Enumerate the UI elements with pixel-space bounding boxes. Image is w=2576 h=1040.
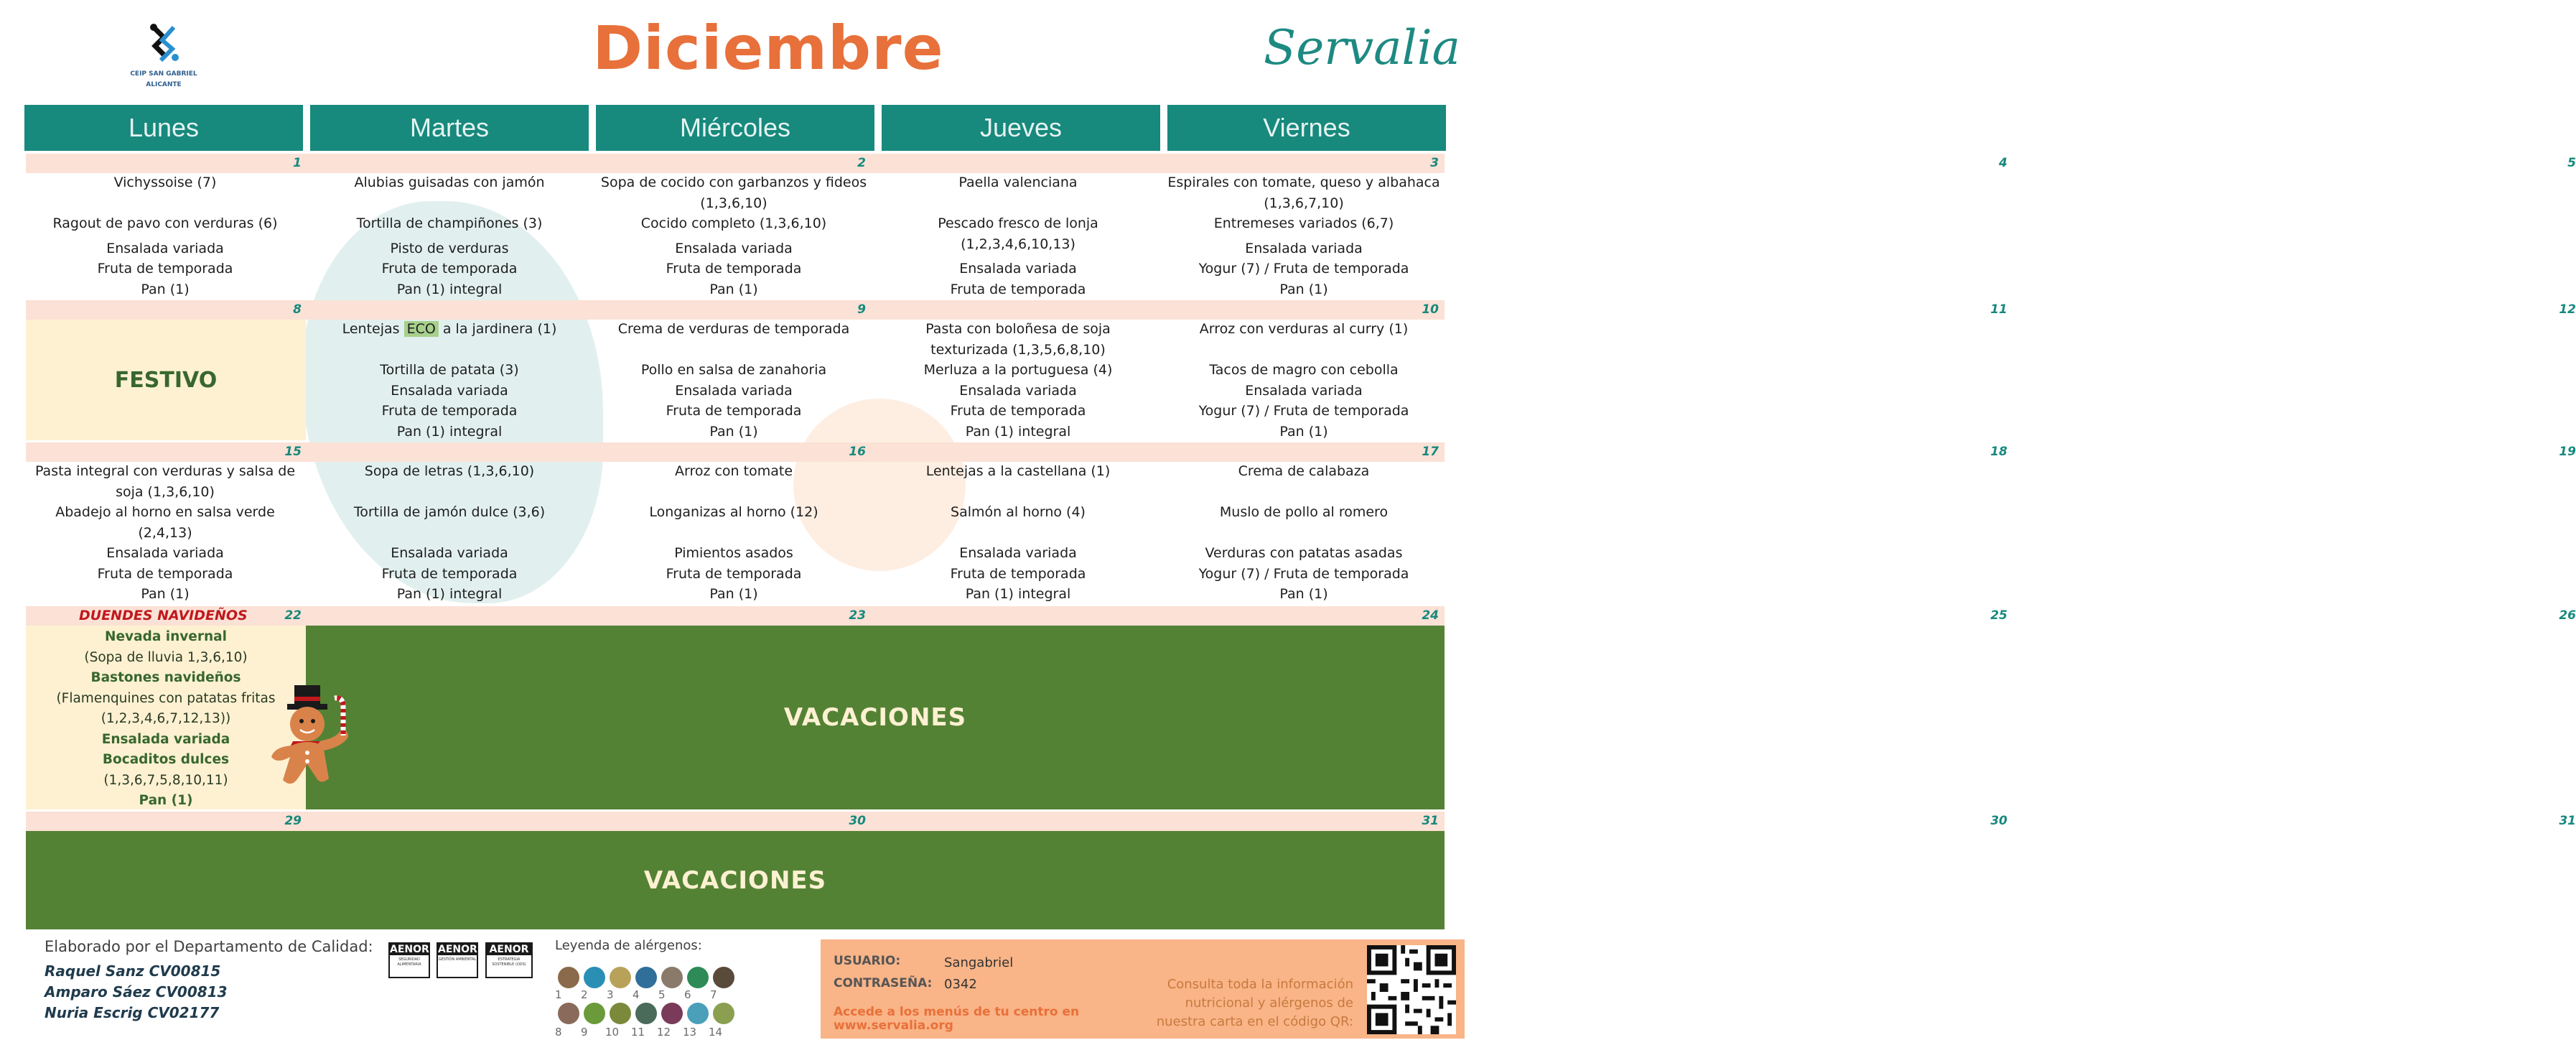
bread: Pan (1) integral (396, 586, 503, 602)
first-course-allergens: (1,3,6,10) (700, 195, 767, 211)
day-number: 17 (1422, 445, 1439, 459)
second-course-allergens: (2,4,13) (138, 524, 192, 541)
special-item: (Sopa de lluvia 1,3,6,10) (84, 649, 248, 665)
special-item: (1,3,6,7,5,8,10,11) (103, 772, 228, 788)
special-item: (1,2,3,4,6,7,12,13)) (101, 711, 231, 726)
second-course: Pescado fresco de lonja (1,2,3,4,6,10,13) (938, 215, 1098, 252)
qr-code-icon[interactable] (1367, 945, 1456, 1034)
day-number: 1 (293, 156, 302, 170)
allergen-sulphites-icon (661, 1003, 683, 1024)
day-number: 24 (1422, 608, 1439, 623)
special-item: Nevada invernal (105, 629, 227, 644)
author: Nuria Escrig CV02177 (45, 1004, 220, 1021)
allergen-lupin-icon (713, 1003, 734, 1024)
vacation-block: VACACIONES (306, 626, 1445, 809)
second-course: Tortilla de champiñones (3) (356, 215, 543, 231)
aenor-cert: AENOR ESTRATEGIA SOSTENIBLE (ODS) (485, 942, 533, 978)
menu-cell (594, 172, 873, 300)
credentials-box (821, 939, 1465, 1039)
dessert: Fruta de temporada (97, 565, 233, 582)
bread: Pan (1) (709, 586, 758, 602)
page-title: Diciembre (592, 13, 944, 83)
side-dish: Ensalada variada (1245, 382, 1363, 399)
day-number-row (26, 606, 2576, 626)
side-dish: Ensalada variada (959, 382, 1077, 399)
week-row (26, 606, 2576, 810)
week-row (26, 812, 2576, 929)
school-city: ALICANTE (146, 81, 182, 88)
first-course: Arroz con tomate (674, 463, 793, 479)
bread: Pan (1) (1279, 281, 1328, 297)
allergen-mustard-icon (610, 1003, 631, 1024)
day-number: 4 (1999, 156, 2007, 170)
usuario-value: Sangabriel (944, 955, 1014, 970)
menu-cell (594, 319, 873, 442)
second-course: Cocido completo (1,3,6,10) (640, 215, 827, 231)
first-course: Paella valenciana (958, 175, 1078, 190)
side-dish: Pimientos asados (674, 545, 793, 561)
special-item: Pan (1) (139, 793, 193, 808)
allergen-crustaceans-icon (584, 967, 605, 988)
second-course: Tacos de magro con cebolla (1209, 362, 1399, 378)
side-dish: Ensalada variada (1245, 240, 1363, 256)
bread: Pan (1) integral (396, 423, 503, 440)
day-number: 3 (1430, 156, 1439, 170)
day-number: 15 (284, 445, 302, 459)
day-number: 23 (849, 608, 866, 623)
second-course: Entremeses variados (6,7) (1213, 215, 1394, 231)
second-course: Ragout de pavo con verduras (6) (52, 215, 278, 231)
menu-cell (879, 172, 1157, 320)
allergen-eggs-icon (610, 967, 631, 988)
day-number: 9 (857, 302, 866, 317)
side-dish: Verduras con patatas asadas (1205, 545, 1403, 561)
bread: Pan (1) (141, 281, 190, 297)
dessert: Fruta de temporada (666, 403, 802, 419)
school-name: CEIP SAN GABRIEL (130, 70, 197, 78)
second-course: Merluza a la portuguesa (4) (923, 362, 1113, 378)
first-course: Arroz con verduras al curry (1) (1199, 321, 1409, 337)
dessert: Yogur (7) / Fruta de temporada (1198, 261, 1409, 277)
allergen-celery-icon (584, 1003, 605, 1024)
menu-cell (310, 319, 589, 442)
special-item: (Flamenquines con patatas fritas (56, 690, 276, 706)
bread: Pan (1) (1279, 586, 1328, 602)
eco-badge: ECO (404, 321, 439, 337)
day-number-row (26, 300, 2576, 320)
allergen-peanuts-icon (661, 967, 683, 988)
menu-cell (879, 461, 1157, 605)
bread: Pan (1) (141, 586, 190, 602)
first-course: Crema de verduras de temporada (617, 321, 850, 337)
special-item: Ensalada variada (101, 731, 230, 747)
bread: Pan (1) integral (396, 281, 503, 297)
day-number: 2 (857, 156, 866, 170)
day-number: 29 (284, 814, 302, 828)
first-course: Alubias guisadas con jamón (354, 175, 545, 190)
first-course-allergens: soja (1,3,6,10) (116, 483, 215, 500)
event-title: DUENDES NAVIDEÑOS (79, 608, 248, 623)
side-dish: Ensalada variada (675, 382, 793, 399)
day-number-row (26, 812, 2576, 831)
day-number-row (26, 442, 2576, 462)
side-dish: Ensalada variada (106, 240, 224, 256)
day-number: 22 (284, 608, 302, 623)
menu-cell (26, 461, 304, 605)
allergen-soy-icon (687, 967, 709, 988)
side-dish: Ensalada variada (391, 382, 508, 399)
bread: Pan (1) (709, 423, 758, 440)
day-number: 25 (1990, 608, 2007, 623)
second-course: Salmón al horno (4) (951, 504, 1086, 520)
day-header-lunes: Lunes (24, 105, 303, 151)
week-row (26, 300, 2576, 441)
brand-logo: Servalia (1264, 20, 1461, 75)
password-label: CONTRASEÑA: (834, 976, 933, 990)
day-number: 16 (849, 445, 866, 459)
first-course: Crema de calabaza (1238, 463, 1370, 479)
dessert: Fruta de temporada (381, 565, 518, 582)
special-item: Bocaditos dulces (102, 752, 230, 767)
allergen-fish-icon (635, 967, 657, 988)
day-number-row (26, 154, 2576, 173)
day-number: 5 (2567, 156, 2576, 170)
bread: Pan (1) integral (965, 586, 1071, 602)
department-label: Elaborado por el Departamento de Calidad: (45, 938, 373, 955)
allergen-legend: 1 2 3 4 5 6 7 8 9 10 11 12 13 14 (555, 958, 770, 1040)
allergen-gluten-icon (558, 967, 579, 988)
bread: Pan (1) integral (965, 423, 1071, 440)
gingerbread-icon (263, 678, 363, 807)
first-course-allergens: texturizada (1,3,5,6,8,10) (930, 341, 1106, 358)
second-course: Tortilla de patata (3) (380, 362, 519, 378)
day-header-jueves: Jueves (882, 105, 1160, 151)
day-header-miercoles: Miércoles (596, 105, 874, 151)
day-header-viernes: Viernes (1167, 105, 1446, 151)
allergen-sesame-icon (635, 1003, 657, 1024)
author: Amparo Sáez CV00813 (45, 983, 228, 1000)
menu-cell (1163, 319, 1445, 442)
dessert: Fruta de temporada (381, 403, 518, 419)
usuario-label: USUARIO: (834, 954, 901, 968)
first-course: Pasta integral con verduras y salsa de (34, 463, 296, 479)
menu-cell (594, 461, 873, 605)
allergen-milk-icon (713, 967, 734, 988)
side-dish: Pisto de verduras (390, 240, 509, 256)
allergen-nuts-icon (558, 1003, 579, 1024)
second-course: Muslo de pollo al romero (1219, 504, 1389, 520)
school-logo-icon (142, 22, 185, 65)
first-course: Sopa de letras (1,3,6,10) (364, 463, 535, 479)
week-row (26, 442, 2576, 605)
allergen-legend-title: Leyenda de alérgenos: (555, 938, 702, 953)
day-number: 10 (1422, 302, 1439, 317)
day-number: 8 (293, 302, 302, 317)
week-row (26, 154, 2576, 300)
school-logo (121, 22, 207, 86)
dessert: Fruta de temporada (666, 261, 802, 277)
vacation-block: VACACIONES (26, 831, 1445, 929)
day-number: 18 (1990, 445, 2007, 459)
menu-cell (310, 461, 589, 605)
quality-department (45, 938, 373, 1023)
second-course: Abadejo al horno en salsa verde (55, 504, 275, 520)
day-number: 12 (2559, 302, 2576, 317)
day-number: 31 (2559, 814, 2576, 828)
aenor-cert: AENOR SEGURIDAD ALIMENTARIA (388, 942, 430, 978)
day-number: 30 (849, 814, 866, 828)
day-header-martes: Martes (310, 105, 589, 151)
dessert: Fruta de temporada (666, 565, 802, 582)
dessert: Yogur (7) / Fruta de temporada (1198, 565, 1409, 582)
qr-info-text: Consulta toda la información nutricional y alérgenos de nuestra carta en el código QR: (1156, 977, 1353, 1029)
first-course: Pasta con boloñesa de soja (925, 321, 1111, 337)
bread: Pan (1) (709, 281, 758, 297)
menu-cell (1163, 461, 1445, 605)
first-course: Sopa de cocido con garbanzos y fideos (600, 175, 867, 190)
menu-cell (879, 319, 1157, 442)
dessert: Fruta de temporada (950, 403, 1086, 419)
password-value: 0342 (944, 977, 977, 992)
dessert: Fruta de temporada (950, 281, 1086, 297)
festivo-label: FESTIVO (26, 320, 306, 440)
author: Raquel Sanz CV00815 (45, 962, 221, 980)
bread: Pan (1) (1279, 423, 1328, 440)
side-dish: Ensalada variada (959, 545, 1077, 561)
first-course-allergens: (1,3,6,7,10) (1264, 195, 1344, 211)
servalia-link[interactable]: Accede a los menús de tu centro en www.servalia.org (834, 1005, 1080, 1033)
menu-cell (26, 172, 304, 300)
day-number: 31 (1422, 814, 1439, 828)
day-number: 30 (1990, 814, 2007, 828)
day-number: 11 (1990, 302, 2007, 317)
first-course: Espirales con tomate, queso y albahaca (1167, 175, 1440, 190)
side-dish: Ensalada variada (391, 545, 508, 561)
dessert: Fruta de temporada (97, 261, 233, 277)
second-course: Longanizas al horno (12) (649, 504, 818, 520)
aenor-cert: AENOR GESTIÓN AMBIENTAL (437, 942, 478, 978)
dessert: Yogur (7) / Fruta de temporada (1198, 403, 1409, 419)
day-number: 19 (2559, 445, 2576, 459)
day-number: 26 (2559, 608, 2576, 623)
dessert: Fruta de temporada (950, 565, 1086, 582)
allergen-molluscs-icon (687, 1003, 709, 1024)
side-dish: Ensalada variada (959, 261, 1077, 277)
first-course: Vichyssoise (7) (113, 175, 217, 190)
menu-cell (1163, 172, 1445, 300)
special-item: Bastones navideños (90, 670, 241, 685)
first-course: Lentejas ECO a la jardinera (1) (342, 321, 557, 337)
first-course: Lentejas a la castellana (1) (925, 463, 1111, 479)
second-course: Pollo en salsa de zanahoria (640, 362, 827, 378)
menu-cell (310, 172, 589, 300)
side-dish: Ensalada variada (106, 545, 224, 561)
side-dish: Ensalada variada (675, 240, 793, 256)
dessert: Fruta de temporada (381, 261, 518, 277)
second-course: Tortilla de jamón dulce (3,6) (353, 504, 546, 520)
